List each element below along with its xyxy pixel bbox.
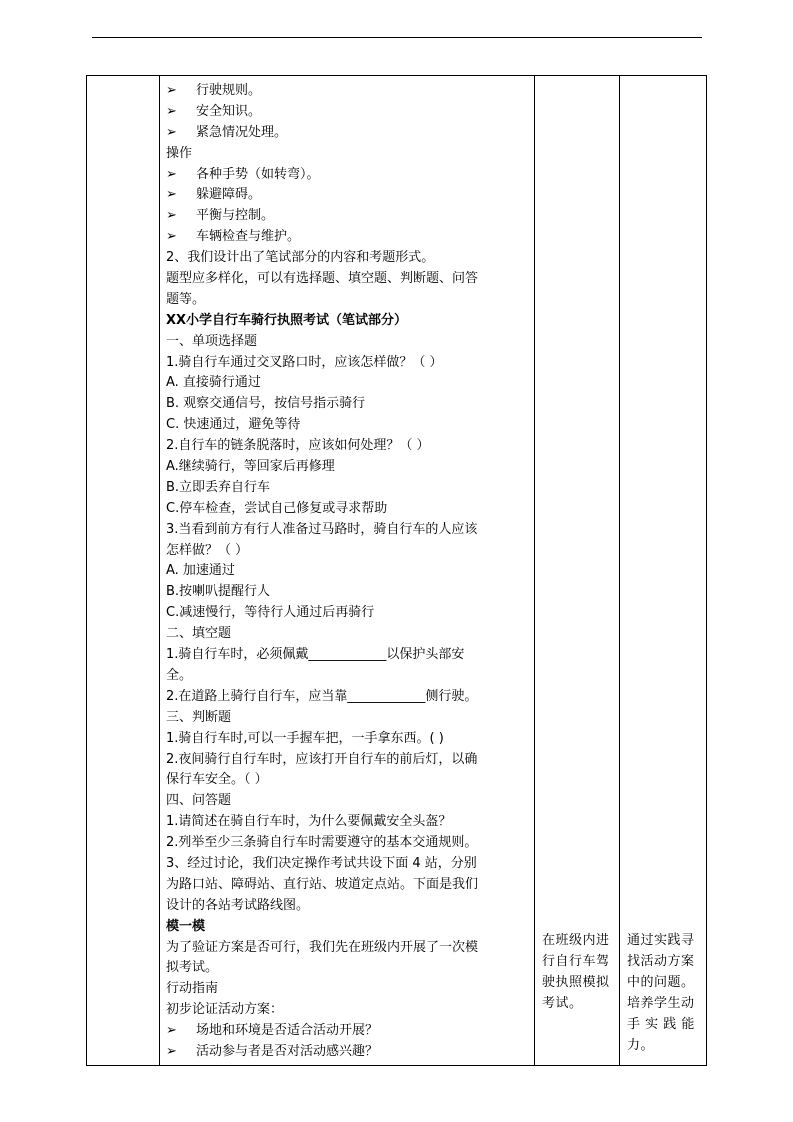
line-text: 行动指南 [166,981,219,997]
line-text: A.继续骑行，等回家后再修理 [166,459,335,475]
line-text: 场地和环境是否适合活动开展？ [196,1023,379,1039]
col3-line: 行自行车驾 [542,954,610,969]
line-text: 一、单项选择题 [166,333,258,349]
line-text: B.按喇叭提醒行人 [166,584,271,600]
line-text: C.停车检查，尝试自己修复或寻求帮助 [166,500,388,516]
line-text: A. 直接骑行通过 [166,375,261,391]
text-line [166,290,528,311]
bullet-item [166,165,528,186]
text-line [166,478,528,499]
col3-line: 驶执照模拟 [542,975,610,990]
line-text: 为路口站、障碍站、直行站、坡道定点站。下面是我们 [166,876,479,892]
col3-line: 考试。 [542,996,583,1011]
line-text: 1.骑自行车时,可以一手握车把，一手拿东西。( ) [166,730,444,746]
purpose-cell [620,76,707,1066]
content-cell [160,76,535,1066]
text-line [166,457,528,478]
arrow-bullet-icon: ➢ [166,166,177,182]
line-text: 四、问答题 [166,793,232,809]
activity-text [542,930,610,1014]
line-text: 2.自行车的链条脱落时，应该如何处理？（ ） [166,438,430,454]
text-line [166,499,528,520]
bullet-item [166,81,528,102]
line-text: 2.列举至少三条骑自行车时需要遵守的基本交通规则。 [166,835,478,851]
line-text: 为了验证方案是否可行，我们先在班级内开展了一次模 [166,939,479,955]
line-text: 躲避障碍。 [196,187,262,203]
col4-line: 通过实践寻 [627,933,695,948]
text-line [166,812,528,833]
text-line [166,729,528,750]
lesson-table [86,75,707,1066]
arrow-bullet-icon: ➢ [166,187,177,203]
text-line [166,896,528,917]
line-text: 3、经过讨论，我们决定操作考试共设下面 4 站，分别 [166,855,477,871]
arrow-bullet-icon: ➢ [166,229,177,245]
line-text: 3.当看到前方有行人准备过马路时，骑自行车的人应该 [166,521,478,537]
text-line [166,436,528,457]
text-line [166,373,528,394]
bullet-item [166,123,528,144]
text-line [166,750,528,771]
line-text: 设计的各站考试路线图。 [166,897,310,913]
text-line [166,958,528,979]
line-text: 二、填空题 [166,626,232,642]
text-line [166,332,528,353]
text-line [166,144,528,165]
text-line [166,1000,528,1021]
arrow-bullet-icon: ➢ [166,103,177,119]
text-line [166,938,528,959]
text-line [166,603,528,624]
col4-line: 培养学生动 [627,996,695,1011]
text-line [166,791,528,812]
line-text: B.立即丢弃自行车 [166,479,271,495]
arrow-bullet-icon: ➢ [166,1043,177,1059]
bullet-item [166,102,528,123]
col4-line: 找活动方案 [627,954,695,969]
text-line [166,687,528,708]
col3-line: 在班级内进 [542,933,610,948]
col4-line: 中的问题。 [627,975,695,990]
line-text: 安全知识。 [196,103,262,119]
line-text: 初步论证活动方案： [166,1002,284,1018]
arrow-bullet-icon: ➢ [166,83,177,98]
line-text: C.减速慢行，等待行人通过后再骑行 [166,605,375,621]
arrow-bullet-icon: ➢ [166,1023,177,1039]
line-text: 拟考试。 [166,960,219,976]
text-line [166,770,528,791]
line-text: 2.在道路上骑行自行车，应当靠____________侧行驶。 [166,688,478,704]
line-text: 紧急情况处理。 [196,124,288,140]
text-line [166,917,528,938]
bullet-item [166,185,528,206]
text-line [166,979,528,1000]
line-text: 模一模 [166,918,206,934]
col4-line: 手 实 践 能 [627,1017,695,1032]
arrow-bullet-icon: ➢ [166,124,177,140]
text-line [166,520,528,541]
bullet-item [166,206,528,227]
line-text: C. 快速通过，避免等待 [166,417,301,433]
line-text: 活动参与者是否对活动感兴趣？ [196,1043,379,1059]
line-text: 保行车安全。（ ） [166,772,268,788]
line-text: 题型应多样化，可以有选择题、填空题、判断题、问答 [166,271,479,287]
bullet-item [166,1021,528,1042]
bullet-item [166,227,528,248]
bullet-item [166,1042,528,1063]
column-1-cell [87,76,160,1066]
text-line [166,666,528,687]
purpose-text [627,930,695,1056]
line-text: 1.骑自行车通过交叉路口时，应该怎样做？（ ） [166,354,443,370]
text-line [166,854,528,875]
line-text: B. 观察交通信号，按信号指示骑行 [166,396,366,412]
line-text: 行驶规则。 [196,83,262,98]
line-text: 平衡与控制。 [196,208,275,224]
text-line [166,269,528,290]
text-line [166,875,528,896]
line-text: 操作 [166,145,193,161]
text-line [166,624,528,645]
line-text: A. 加速通过 [166,563,235,579]
line-text: 车辆检查与维护。 [196,229,301,245]
header-rule [92,37,702,38]
col4-line: 力。 [627,1038,655,1053]
text-line [166,561,528,582]
line-text: 1.请简述在骑自行车时，为什么要佩戴安全头盔？ [166,814,452,830]
line-text: 怎样做？（ ） [166,542,249,558]
activity-cell [535,76,620,1066]
text-line [166,582,528,603]
text-line [166,415,528,436]
text-line [166,833,528,854]
content-lines [166,81,528,1063]
table-row [87,76,707,1066]
text-line [166,541,528,562]
text-line [166,311,528,332]
text-line [166,394,528,415]
line-text: 2、我们设计出了笔试部分的内容和考题形式。 [166,250,435,266]
line-text: 各种手势（如转弯）。 [196,166,320,182]
arrow-bullet-icon: ➢ [166,208,177,224]
line-text: 1.骑自行车时，必须佩戴____________以保护头部安 [166,647,465,663]
text-line [166,645,528,666]
line-text: 题等。 [166,291,206,307]
line-text: 全。 [166,667,193,683]
text-line [166,248,528,269]
line-text: 三、判断题 [166,709,232,725]
line-text: 2.夜间骑行自行车时，应该打开自行车的前后灯，以确 [166,751,478,767]
text-line [166,353,528,374]
text-line [166,708,528,729]
line-text: XX小学自行车骑行执照考试（笔试部分） [166,312,408,328]
